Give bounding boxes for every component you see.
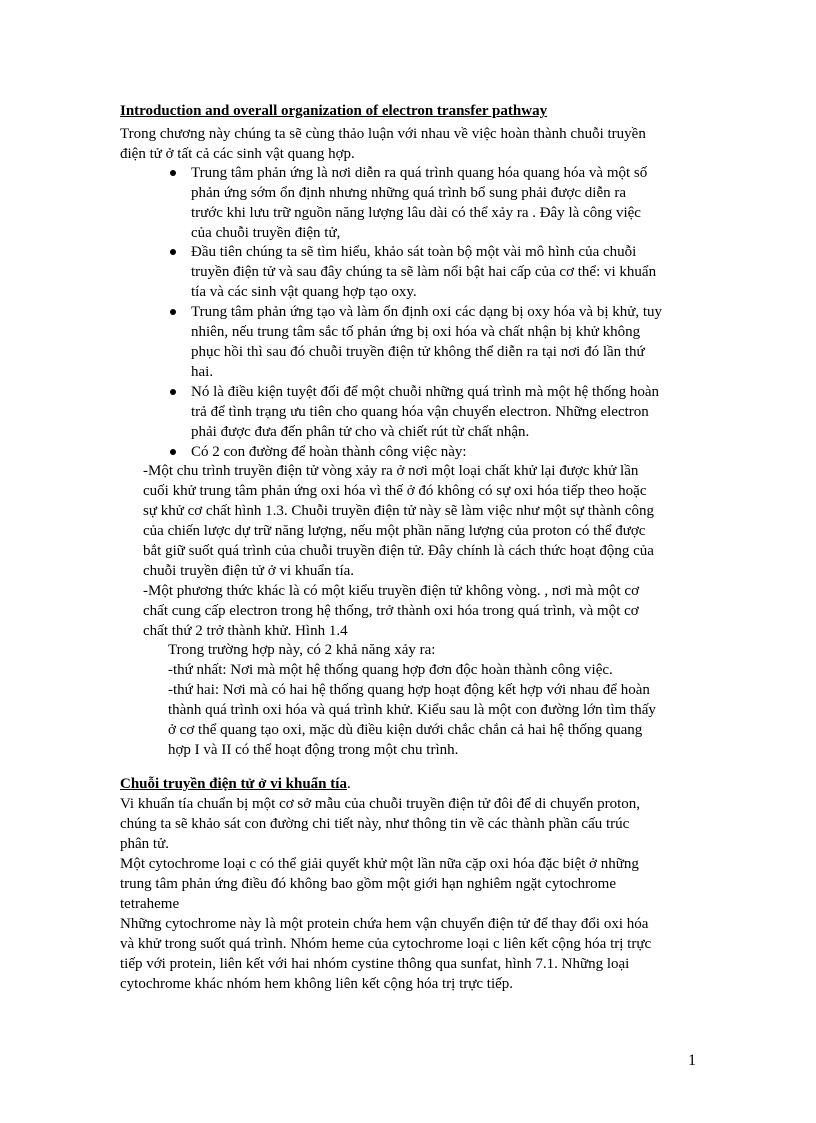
bullet-line: của chuỗi truyền điện tử, <box>191 225 341 241</box>
section2-line: tetraheme <box>120 896 180 912</box>
bullet-line: nhiên, nếu trung tâm sắc tố phản ứng bị oxi hóa và chất nhận bị khử không <box>191 324 641 340</box>
section-heading-text: Chuỗi truyền điện tử ở vi khuẩn tía <box>120 776 347 792</box>
bullet-line: Trung tâm phản ứng tạo và làm ổn định oxi các dạng bị oxy hóa và bị khử, tuy <box>191 304 663 320</box>
section2-line: Một cytochrome loại c có thể giải quyết khử một lần nữa cặp oxi hóa đặc biệt ở những <box>120 856 639 872</box>
bullet-line: Nó là điều kiện tuyệt đối để một chuỗi những quá trình mà một hệ thống hoàn <box>191 384 660 400</box>
intro-line: điện tử ở tất cả các sinh vật quang hợp. <box>120 146 355 162</box>
paragraph-line: -thứ hai: Nơi mà có hai hệ thống quang hợp hoạt động kết hợp với nhau để hoàn <box>168 682 650 698</box>
section2-line: cytochrome khác nhóm hem không liên kết cộng hóa trị trực tiếp. <box>120 976 514 992</box>
bullet-line: tía và các sinh vật quang hợp tạo oxy. <box>191 284 417 300</box>
bullet-line: Đầu tiên chúng ta sẽ tìm hiểu, khảo sát toàn bộ một vài mô hình của chuỗi <box>191 244 637 260</box>
bullet-line: phản ứng sớm ổn định nhưng những quá trình bổ sung phải được diễn ra <box>191 185 626 201</box>
paragraph-line: của chiến lược dự trữ năng lượng, nếu một phần năng lượng của proton có thể được <box>143 523 646 539</box>
section2-line: trung tâm phản ứng điều đó không bao gồm một giới hạn nghiêm ngặt cytochrome <box>120 876 616 892</box>
bullet-line: Trung tâm phản ứng là nơi diễn ra quá trình quang hóa quang hóa và một số <box>191 165 648 181</box>
paragraph-line: -Một phương thức khác là có một kiểu truyền điện tử không vòng. , nơi mà một cơ <box>143 583 640 599</box>
bullet-line: phải được đưa đến phân tử cho và chiết rút từ chất nhận. <box>191 424 530 440</box>
paragraph-line: hợp I và II có thể hoạt động trong một chu trình. <box>168 742 459 758</box>
paragraph-line: bắt giữ suốt quá trình của chuỗi truyền điện tử. Đây chính là cách thức hoạt động của <box>143 543 654 559</box>
intro-line: Trong chương này chúng ta sẽ cùng thảo luận với nhau về việc hoàn thành chuỗi truyền <box>120 126 646 142</box>
bullet-line: phục hồi thì sau đó chuỗi truyền điện tử không thể diễn ra tại nơi đó lần thứ <box>191 344 645 360</box>
bullet-icon <box>170 449 176 455</box>
section2-line: và khử trong suốt quá trình. Nhóm heme của cytochrome loại c liên kết cộng hóa trị trực <box>120 936 652 952</box>
section-heading-introduction: Introduction and overall organization of electron transfer pathway <box>120 103 548 119</box>
paragraph-line: -thứ nhất: Nơi mà một hệ thống quang hợp đơn độc hoàn thành công việc. <box>168 662 613 678</box>
section-heading-period: . <box>346 776 351 792</box>
paragraph-line: -Một chu trình truyền điện tử vòng xảy ra ở nơi một loại chất khử lại được khử lần <box>143 463 639 479</box>
paragraph-line: cuối khử trung tâm phản ứng oxi hóa vì thế ở đó không có sự oxi hóa tiếp theo hoặc <box>143 483 647 499</box>
paragraph-line: Trong trường hợp này, có 2 khả năng xảy ra: <box>168 642 436 658</box>
section2-line: phân tử. <box>120 836 169 852</box>
bullet-icon <box>170 170 176 176</box>
paragraph-line: chuỗi truyền điện tử ở vi khuẩn tía. <box>143 563 355 579</box>
bullet-line: hai. <box>191 364 214 380</box>
paragraph-line: sự khử cơ chất hình 1.3. Chuỗi truyền điện tử này sẽ làm việc như một sự thành công <box>143 503 654 519</box>
bullet-line: trước khi lưu trữ nguồn năng lượng lâu dài có thể xảy ra . Đây là công việc <box>191 205 641 221</box>
bullet-icon <box>170 389 176 395</box>
paragraph-line: thành quá trình oxi hóa và quá trình khử. Kiểu sau là một con đường lớn tìm thấy <box>168 702 656 718</box>
bullet-line: trả để tình trạng ưu tiên cho quang hóa vận chuyển electron. Những electron <box>191 404 649 420</box>
section2-line: tiếp với protein, liên kết với hai nhóm cystine thông qua sunfat, hình 7.1. Những loại <box>120 956 630 972</box>
bullet-line: truyền điện tử và sau đây chúng ta sẽ làm nổi bật hai cấp của cơ thể: vi khuẩn <box>191 264 657 280</box>
bullet-icon <box>170 249 176 255</box>
bullet-icon <box>170 309 176 315</box>
section2-line: Những cytochrome này là một protein chứa hem vận chuyển điện tử để thay đổi oxi hóa <box>120 916 649 932</box>
bullet-line: Có 2 con đường để hoàn thành công việc này: <box>191 444 467 460</box>
page-number: 1 <box>688 1052 696 1069</box>
paragraph-line: chất cung cấp electron trong hệ thống, trở thành oxi hóa trong quá trình, và một cơ <box>143 603 639 619</box>
section-heading-purple-bacteria <box>120 774 351 794</box>
paragraph-line: ở cơ thể quang tạo oxi, mặc dù điều kiện dưới chắc chắn cả hai hệ thống quang <box>168 722 643 738</box>
section2-line: chúng ta sẽ khảo sát con đường chi tiết này, như thông tin về các thành phần cấu trúc <box>120 816 630 832</box>
paragraph-line: chất thứ 2 trở thành khử. Hình 1.4 <box>143 623 348 639</box>
section2-line: Vi khuẩn tía chuẩn bị một cơ sở mẫu của chuỗi truyền điện tử đôi để di chuyển proton, <box>120 796 641 812</box>
